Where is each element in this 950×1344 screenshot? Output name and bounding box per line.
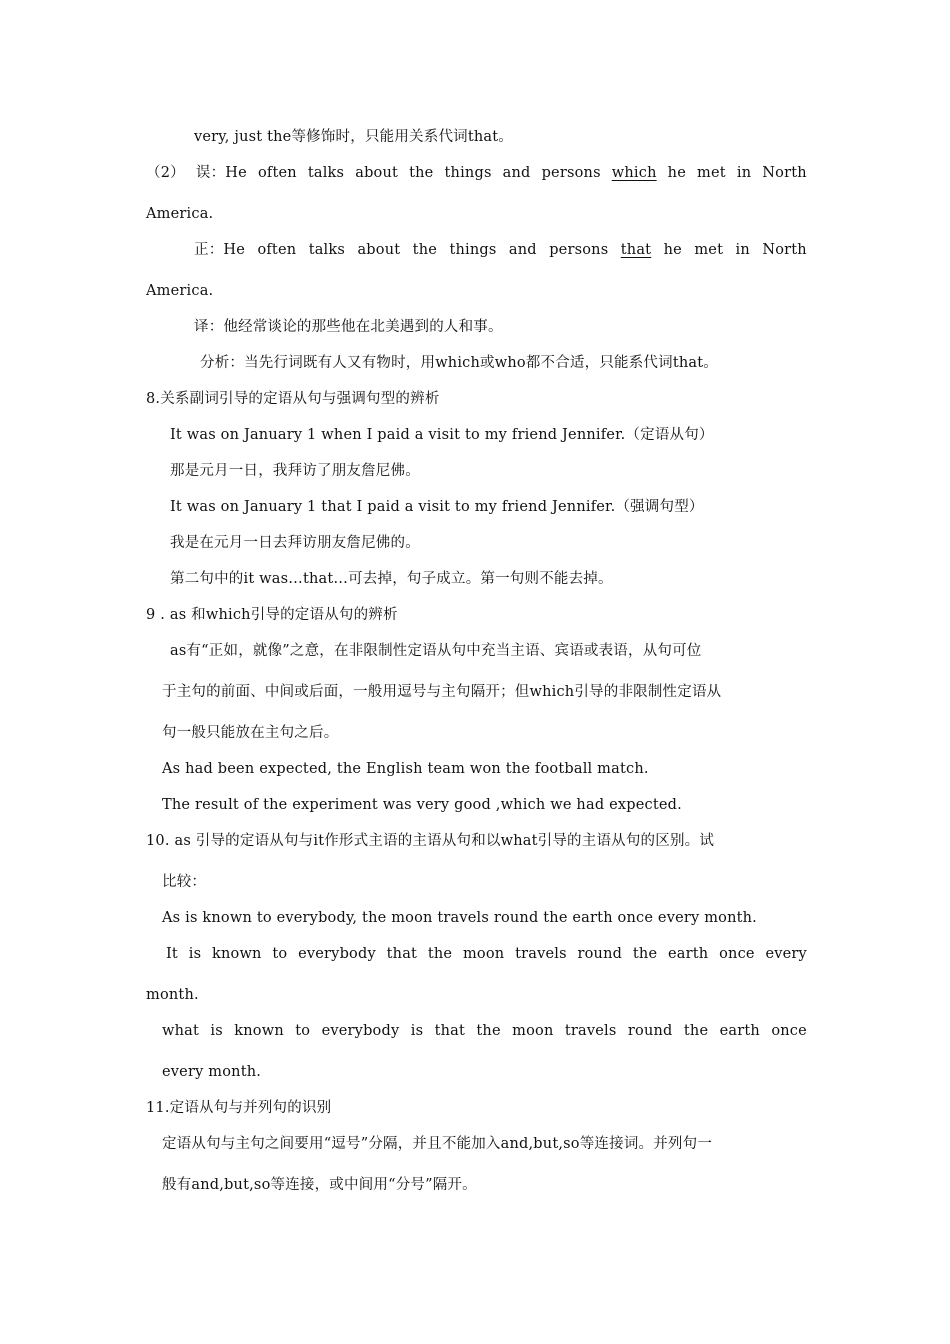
text-line: 比较：: [162, 874, 207, 890]
section-heading: 11.定语从句与并列句的识别: [146, 1100, 332, 1116]
text-line-justified: what is known to everybody is that the moon travels round the earth once: [162, 1023, 807, 1039]
section-heading: 9 . as 和which引导的定语从句的辨析: [146, 607, 398, 623]
text-line: 句一般只能放在主句之后。: [162, 725, 339, 741]
underlined-word: which: [611, 165, 657, 181]
text-line: As is known to everybody, the moon travels round the earth once every month.: [162, 910, 757, 926]
text-line: as有“正如，就像”之意，在非限制性定语从句中充当主语、宾语或表语，从句可位: [170, 643, 702, 659]
text-line: month.: [146, 987, 199, 1003]
text-line-justified: （2） 误：He often talks about the things and persons which he met in North: [146, 165, 807, 181]
text-line: 分析：当先行词既有人又有物时，用which或who都不合适，只能系代词that。: [200, 355, 718, 371]
text-line: every month.: [162, 1064, 262, 1080]
text-line: America.: [146, 283, 214, 299]
text-line: It was on January 1 when I paid a visit to my friend Jennifer.（定语从句）: [170, 427, 714, 443]
text-line: As had been expected, the English team won the football match.: [162, 761, 649, 777]
text-line: 于主句的前面、中间或后面，一般用逗号与主句隔开；但which引导的非限制性定语从: [162, 684, 722, 700]
text-line-justified: 正：He often talks about the things and persons that he met in North: [194, 242, 807, 258]
text-line: 般有and,but,so等连接，或中间用“分号”隔开。: [162, 1177, 477, 1193]
text-line: 译：他经常谈论的那些他在北美遇到的人和事。: [194, 319, 503, 335]
section-heading: 10. as 引导的定语从句与it作形式主语的主语从句和以what引导的主语从句的区别。试: [146, 833, 715, 849]
section-heading: 8.关系副词引导的定语从句与强调句型的辨析: [146, 391, 440, 407]
underlined-word: that: [620, 242, 652, 258]
text-line: The result of the experiment was very good ,which we had expected.: [162, 797, 682, 813]
text-line: 我是在元月一日去拜访朋友詹尼佛的。: [170, 535, 420, 551]
text-line: 第二句中的it was…that…可去掉，句子成立。第一句则不能去掉。: [170, 571, 613, 587]
text-line-justified: It is known to everybody that the moon travels round the earth once every: [166, 946, 807, 962]
text-line: It was on January 1 that I paid a visit to my friend Jennifer.（强调句型）: [170, 499, 704, 515]
text-line: 定语从句与主句之间要用“逗号”分隔，并且不能加入and,but,so等连接词。并列句一: [162, 1136, 713, 1152]
text-line: 那是元月一日，我拜访了朋友詹尼佛。: [170, 463, 420, 479]
text-line: America.: [146, 206, 214, 222]
text-line: very, just the等修饰时，只能用关系代词that。: [194, 129, 513, 145]
